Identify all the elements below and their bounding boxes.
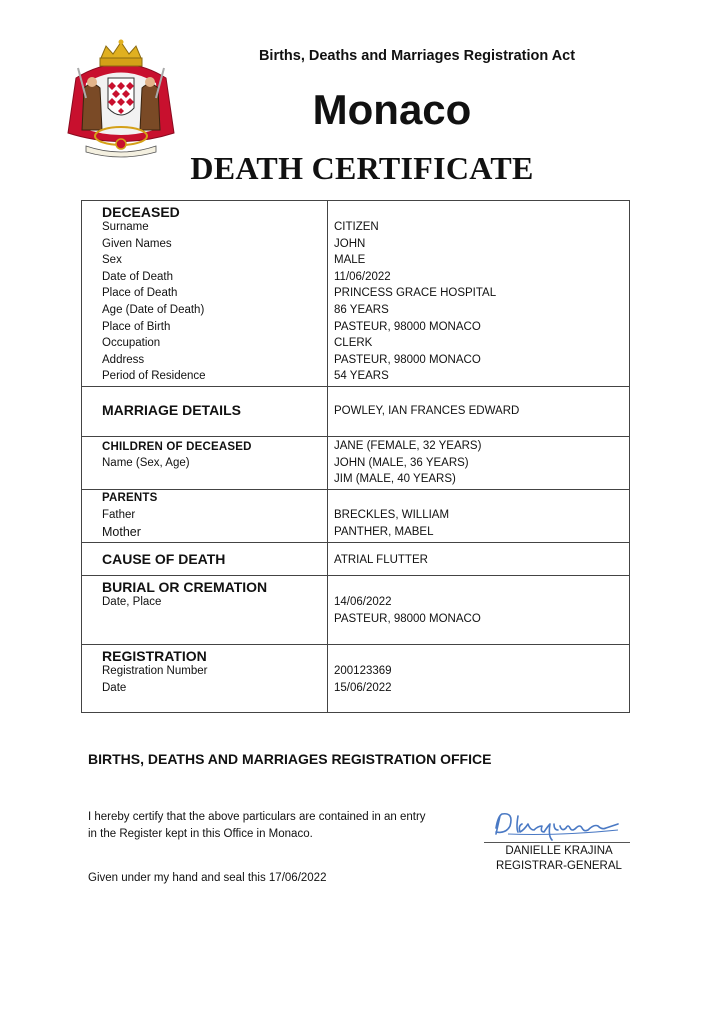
section-burial <box>82 576 629 645</box>
registrar-block <box>474 844 644 874</box>
value-registration-number: 200123369 <box>334 665 392 677</box>
value-date-of-death: 11/06/2022 <box>334 270 391 283</box>
section-heading: PARENTS <box>102 492 158 504</box>
section-heading: CAUSE OF DEATH <box>102 551 226 567</box>
section-heading: DECEASED <box>102 204 180 220</box>
label-surname: Surname <box>102 221 149 233</box>
label-registration-date: Date <box>102 681 127 694</box>
registration-labels <box>102 663 207 696</box>
value-father: BRECKLES, WILLIAM <box>334 509 450 521</box>
label-place-of-death: Place of Death <box>102 287 178 300</box>
section-heading: BURIAL OR CREMATION <box>102 579 268 595</box>
section-heading: MARRIAGE DETAILS <box>102 402 241 418</box>
label-date-of-death: Date of Death <box>102 270 173 283</box>
registrar-name: DANIELLE KRAJINA <box>505 845 613 857</box>
certification-text <box>88 809 478 842</box>
certification-line: in the Register kept in this Office in Monaco. <box>88 827 313 840</box>
section-marriage <box>82 387 629 437</box>
label-mother: Mother <box>102 524 141 539</box>
section-cause-of-death <box>82 543 629 576</box>
value-cause-of-death: ATRIAL FLUTTER <box>334 554 428 566</box>
parents-values <box>334 507 449 540</box>
section-deceased <box>82 201 629 387</box>
value-child: JANE (FEMALE, 32 YEARS) <box>334 440 482 452</box>
value-place-of-death: PRINCESS GRACE HOSPITAL <box>334 287 497 300</box>
section-parents <box>82 490 629 543</box>
value-occupation: CLERK <box>334 337 373 350</box>
signature-line <box>484 842 630 843</box>
section-heading: REGISTRATION <box>102 648 207 664</box>
label-father: Father <box>102 509 136 521</box>
label-occupation: Occupation <box>102 337 161 350</box>
office-title: BIRTHS, DEATHS AND MARRIAGES REGISTRATION OFFICE <box>88 751 492 767</box>
registrar-title: REGISTRAR-GENERAL <box>496 860 622 872</box>
burial-values <box>334 594 481 627</box>
certification-line: I hereby certify that the above particulars are contained in an entry <box>88 811 426 823</box>
deceased-labels <box>102 219 206 385</box>
deceased-values <box>334 219 496 385</box>
value-given-names: JOHN <box>334 237 366 250</box>
label-sex: Sex <box>102 254 122 267</box>
value-place-of-birth: PASTEUR, 98000 MONACO <box>334 320 481 333</box>
value-sex: MALE <box>334 254 366 267</box>
given-under-seal-text: Given under my hand and seal this 17/06/2022 <box>88 872 327 884</box>
value-mother: PANTHER, MABEL <box>334 525 434 538</box>
value-marriage: POWLEY, IAN FRANCES EDWARD <box>334 405 520 417</box>
document-title: DEATH CERTIFICATE <box>190 150 534 186</box>
label-address: Address <box>102 353 145 366</box>
certificate-table <box>81 200 630 713</box>
value-burial-date: 14/06/2022 <box>334 596 392 608</box>
section-children <box>82 437 629 490</box>
value-period-of-residence: 54 YEARS <box>334 370 389 383</box>
registrar-signature <box>488 806 628 842</box>
value-registration-date: 15/06/2022 <box>334 681 392 694</box>
act-title: Births, Deaths and Marriages Registration Act <box>258 48 576 64</box>
value-surname: CITIZEN <box>334 221 379 233</box>
parents-labels <box>102 507 141 540</box>
children-values <box>334 438 481 488</box>
section-registration <box>82 645 629 713</box>
country-title: Monaco <box>312 86 472 133</box>
registration-values <box>334 663 392 696</box>
value-age: 86 YEARS <box>334 303 389 316</box>
value-child: JOHN (MALE, 36 YEARS) <box>334 456 469 469</box>
label-age: Age (Date of Death) <box>102 303 205 316</box>
value-child: JIM (MALE, 40 YEARS) <box>334 473 456 486</box>
label-place-of-birth: Place of Birth <box>102 320 171 333</box>
label-burial: Date, Place <box>102 596 162 608</box>
value-burial-place: PASTEUR, 98000 MONACO <box>334 612 481 625</box>
label-registration-number: Registration Number <box>102 665 208 677</box>
label-given-names: Given Names <box>102 237 172 250</box>
section-heading: CHILDREN OF DECEASED <box>102 441 252 453</box>
value-address: PASTEUR, 98000 MONACO <box>334 353 481 366</box>
label-children: Name (Sex, Age) <box>102 457 190 469</box>
label-period-of-residence: Period of Residence <box>102 370 206 383</box>
